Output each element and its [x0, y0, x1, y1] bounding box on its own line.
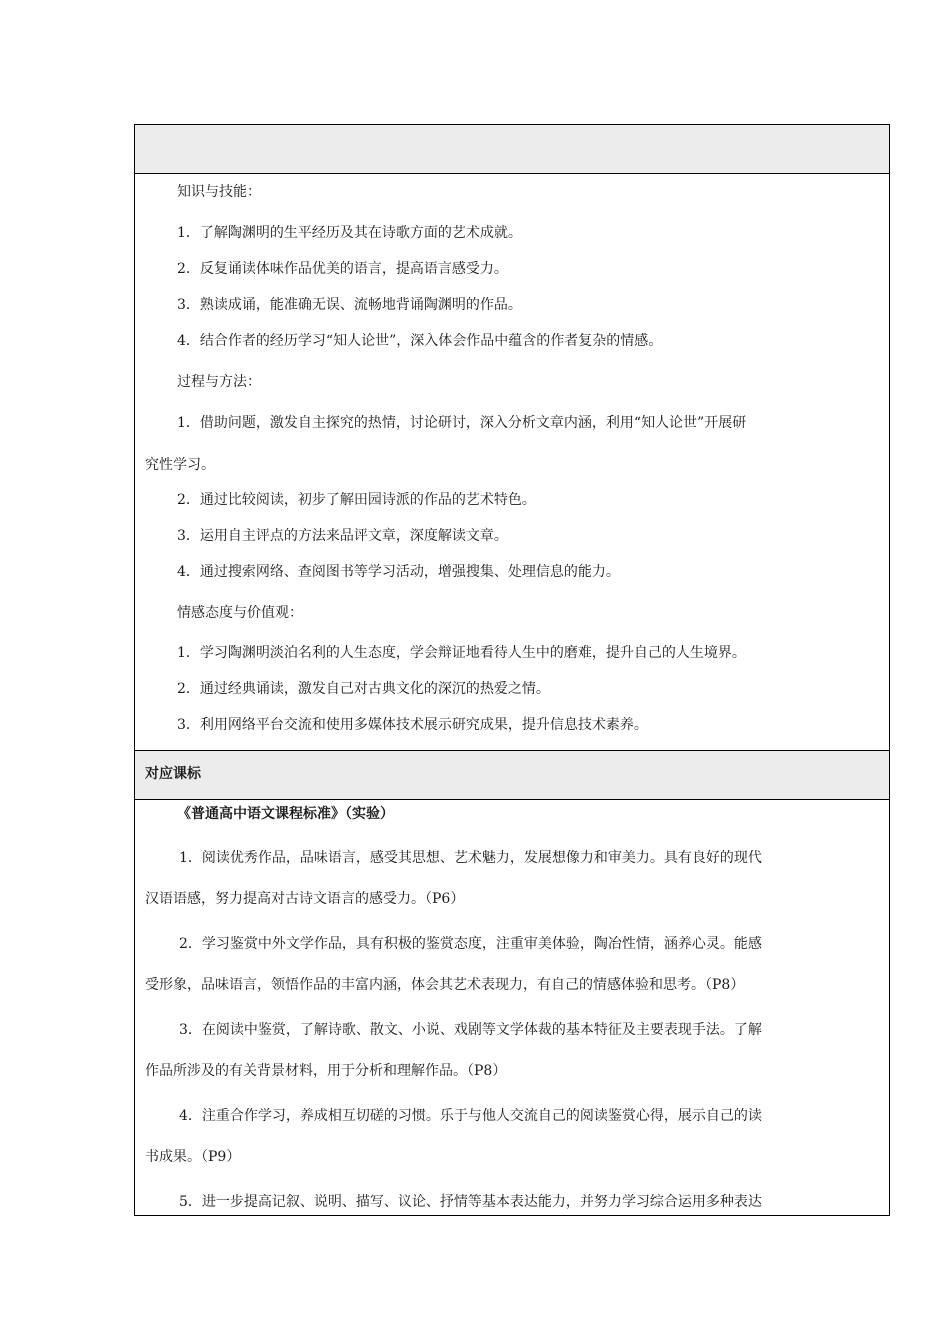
emotion-item: 1．学习陶渊明淡泊名利的人生态度，学会辩证地看待人生中的磨难，提升自己的人生境界。 [177, 645, 746, 661]
process-item: 3．运用自主评点的方法来品评文章，深度解读文章。 [177, 528, 508, 544]
knowledge-item: 4．结合作者的经历学习“知人论世”，深入体会作品中蕴含的作者复杂的情感。 [177, 333, 663, 349]
process-item-line: 究性学习。 [145, 457, 215, 473]
section-header-label: 对应课标 [145, 766, 201, 782]
section-header-goals [135, 125, 889, 174]
process-item: 2．通过比较阅读，初步了解田园诗派的作品的艺术特色。 [177, 492, 536, 508]
emotion-item: 2．通过经典诵读，激发自己对古典文化的深沉的热爱之情。 [177, 681, 550, 697]
standard-item-line: 受形象，品味语言，领悟作品的丰富内涵，体会其艺术表现力，有自己的情感体验和思考。（P8） [145, 977, 745, 993]
emotion-heading: 情感态度与价值观： [177, 605, 303, 621]
standard-item-line: 作品所涉及的有关背景材料，用于分析和理解作品。（P8） [145, 1063, 507, 1079]
standard-item-line: 4．注重合作学习，养成相互切磋的习惯。乐于与他人交流自己的阅读鉴赏心得，展示自己的读 [179, 1108, 762, 1124]
standard-item-line: 汉语语感，努力提高对古诗文语言的感受力。（P6） [145, 891, 465, 907]
knowledge-heading: 知识与技能： [177, 184, 261, 200]
standard-item-line: 1．阅读优秀作品，品味语言，感受其思想、艺术魅力，发展想像力和审美力。具有良好的现代 [179, 850, 762, 866]
standard-item-line: 3．在阅读中鉴赏，了解诗歌、散文、小说、戏剧等文学体裁的基本特征及主要表现手法。了解 [179, 1022, 762, 1038]
section-header-standards [135, 750, 889, 800]
knowledge-item: 2．反复诵读体味作品优美的语言，提高语言感受力。 [177, 261, 508, 277]
process-item-line: 1．借助问题，激发自主探究的热情，讨论研讨，深入分析文章内涵，利用“知人论世”开展研 [177, 415, 747, 431]
process-item: 4．通过搜索网络、查阅图书等学习活动，增强搜集、处理信息的能力。 [177, 564, 620, 580]
knowledge-item: 3．熟读成诵，能准确无误、流畅地背诵陶渊明的作品。 [177, 297, 522, 313]
process-heading: 过程与方法： [177, 374, 261, 390]
standard-title: 《普通高中语文课程标准》（实验） [177, 806, 394, 822]
document-table [134, 124, 890, 1216]
standard-item-line: 书成果。（P9） [145, 1149, 241, 1165]
emotion-item: 3．利用网络平台交流和使用多媒体技术展示研究成果，提升信息技术素养。 [177, 717, 648, 733]
standard-item-line: 2．学习鉴赏中外文学作品，具有积极的鉴赏态度，注重审美体验，陶冶性情，涵养心灵。能感 [179, 936, 762, 952]
knowledge-item: 1．了解陶渊明的生平经历及其在诗歌方面的艺术成就。 [177, 225, 522, 241]
standard-item-line: 5．进一步提高记叙、说明、描写、议论、抒情等基本表达能力，并努力学习综合运用多种表达 [179, 1194, 762, 1210]
